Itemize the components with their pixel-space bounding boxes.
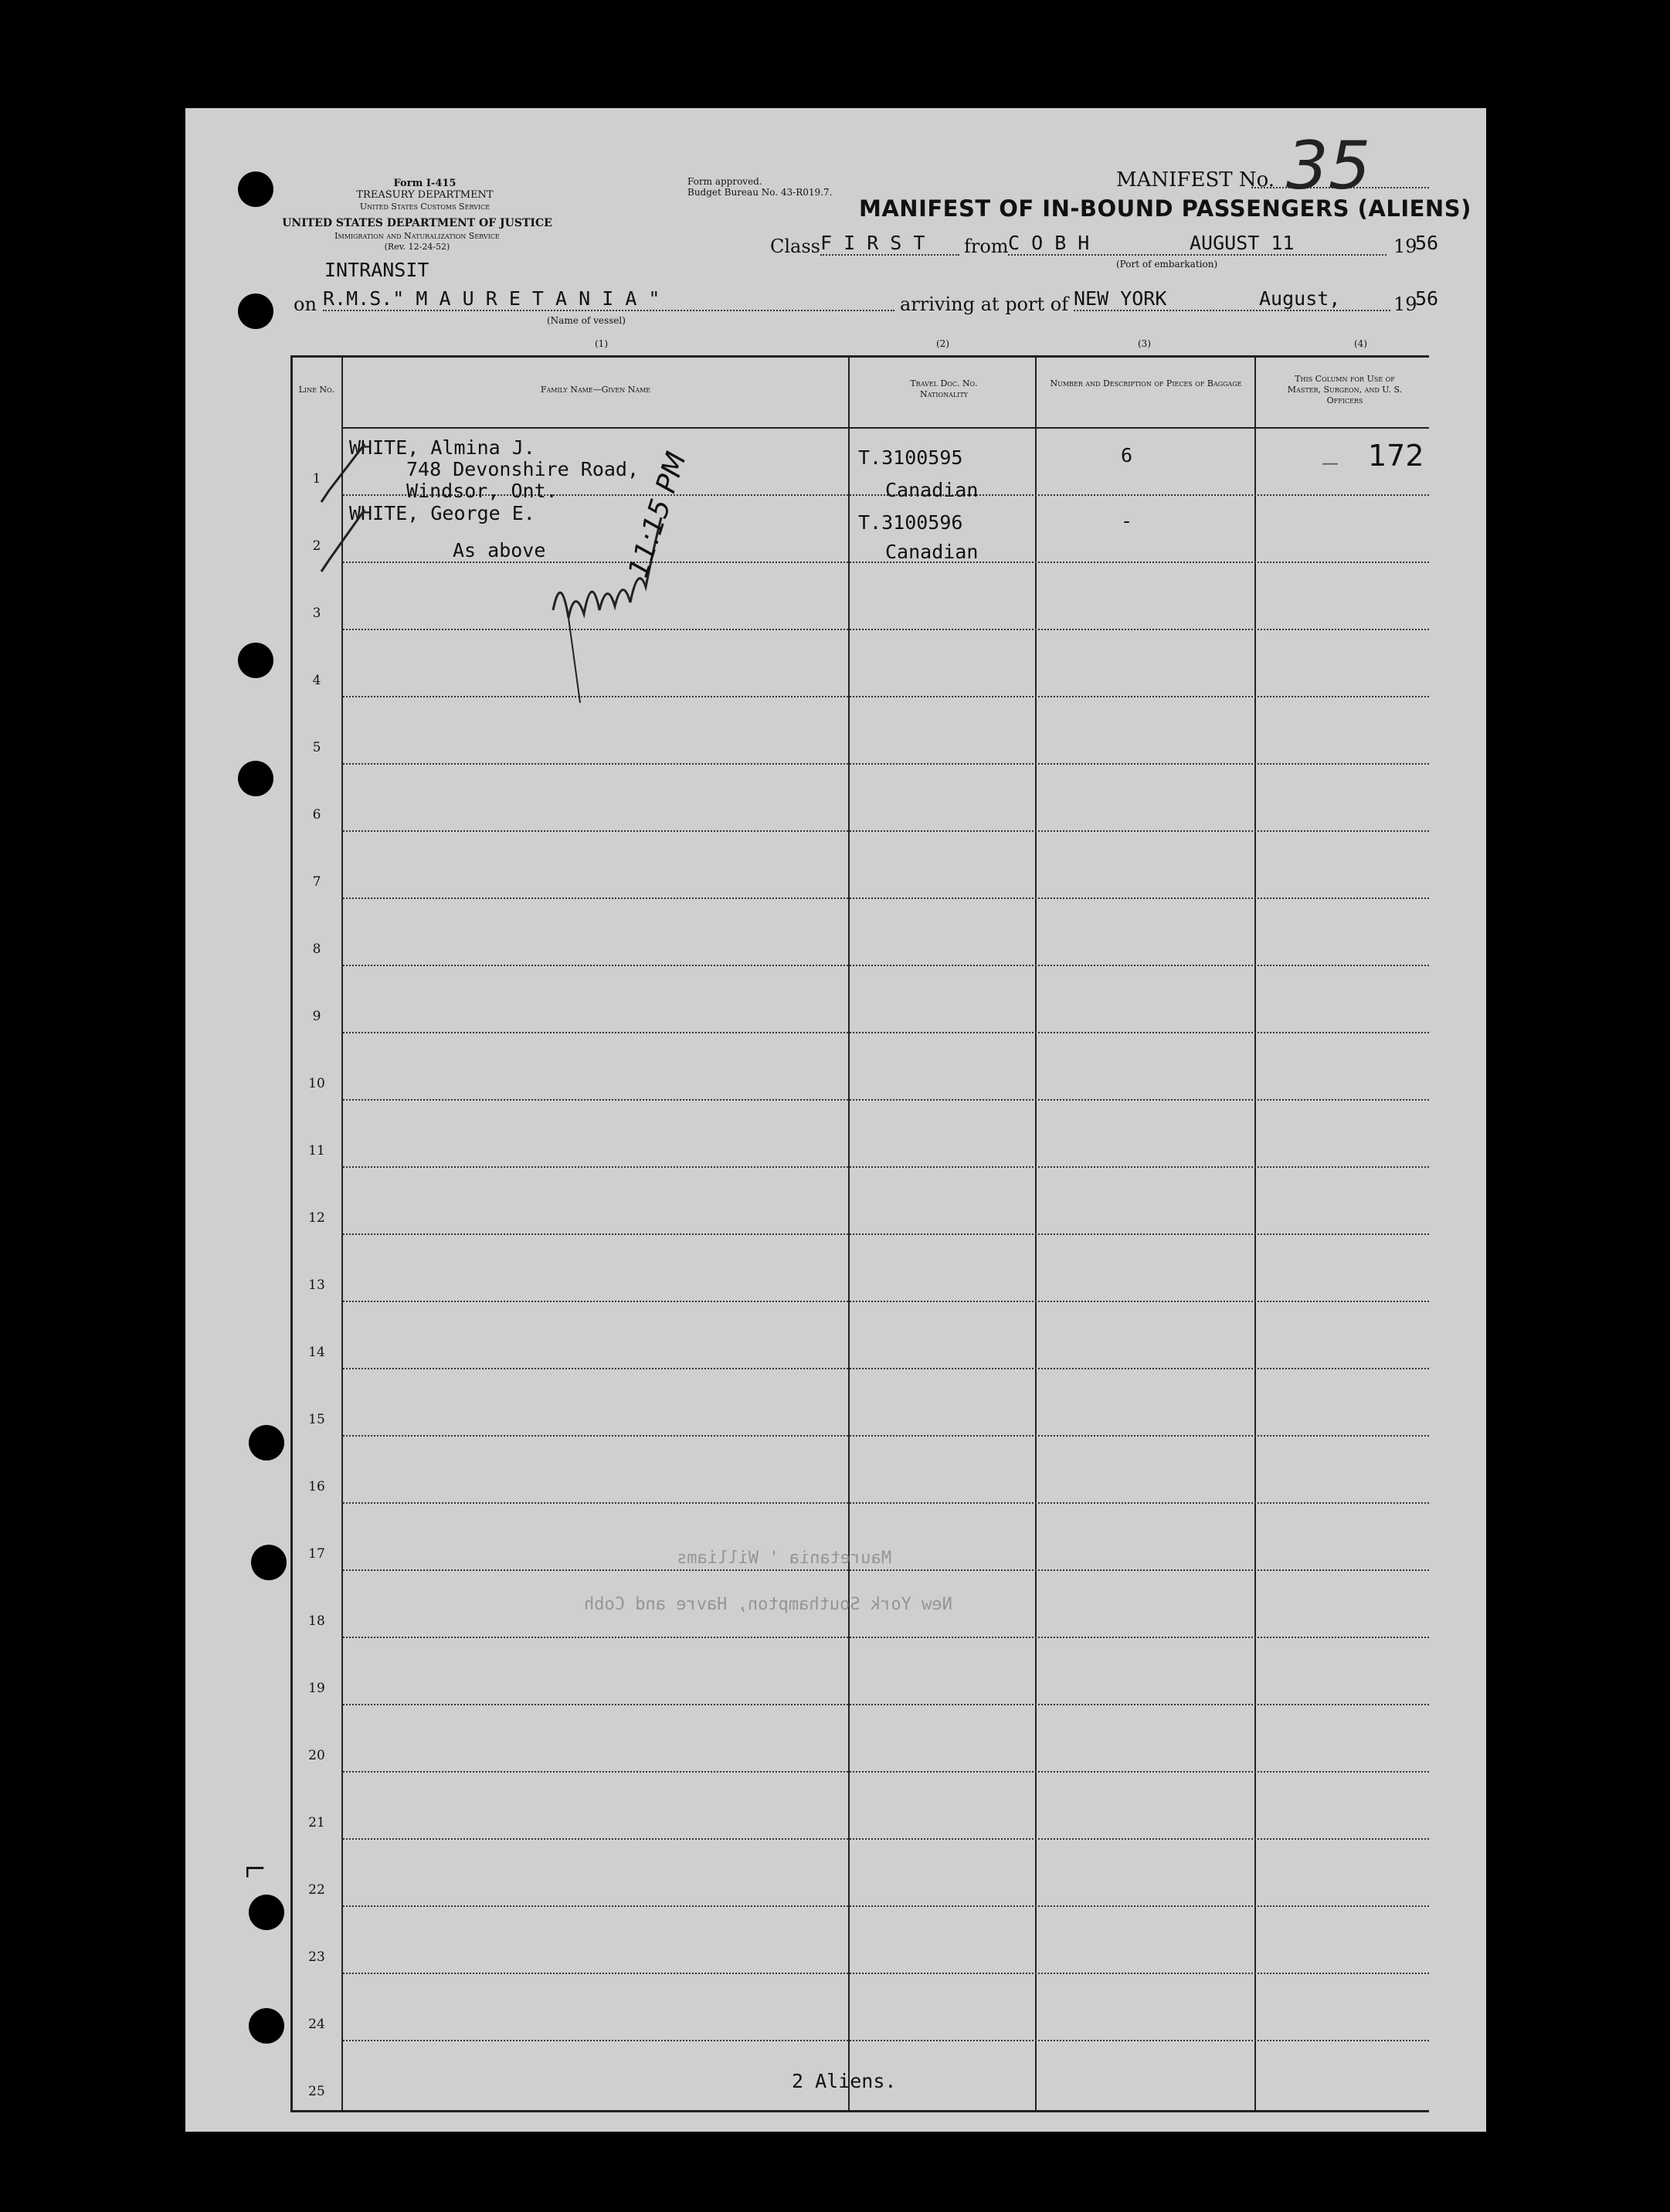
table-top-border	[290, 355, 1429, 358]
row-number: 6	[312, 807, 321, 823]
passenger-1-baggage: 6	[1121, 444, 1133, 466]
row-number: 10	[308, 1076, 325, 1091]
row-number: 15	[308, 1412, 325, 1427]
row-line-21	[343, 1838, 1429, 1840]
passenger-2-baggage: -	[1121, 510, 1133, 532]
row-line-3	[343, 629, 1429, 630]
year-1: 56	[1415, 232, 1439, 254]
binder-hole	[249, 2008, 284, 2044]
binder-hole	[238, 643, 273, 678]
inspector-signature	[538, 502, 723, 703]
signature-time: 11:15 PM	[623, 448, 693, 582]
class-value: F I R S T	[820, 232, 959, 256]
row-line-22	[343, 1905, 1429, 1907]
row-line-23	[343, 1973, 1429, 1974]
arrival-month: August,	[1259, 287, 1341, 310]
ins-service: Immigration and Naturalization Service	[334, 231, 500, 241]
row-number: 21	[308, 1815, 325, 1830]
passenger-2-travel-doc: T.3100596	[858, 511, 963, 534]
row-number: 9	[312, 1009, 321, 1024]
row-line-4	[343, 696, 1429, 697]
manifest-number: 35	[1286, 127, 1371, 205]
binder-hole	[238, 293, 273, 329]
arrival-port: NEW YORK	[1074, 287, 1390, 311]
header-travel-doc: Travel Doc. No. Nationality	[910, 378, 978, 399]
passenger-1-travel-doc: T.3100595	[858, 446, 963, 469]
row-line-12	[343, 1233, 1429, 1235]
class-label: Class	[770, 236, 820, 257]
year-prefix-2: 19	[1393, 293, 1417, 315]
row-number: 11	[308, 1143, 325, 1159]
passenger-table	[290, 355, 1429, 2112]
row-number: 2	[312, 538, 321, 554]
bleed-through-text: New York Southampton, Havre and Cobh	[584, 1595, 952, 1614]
total-aliens: 2 Aliens.	[792, 2070, 897, 2092]
row-line-18	[343, 1637, 1429, 1638]
officer-mark-1: —	[1322, 454, 1339, 473]
binder-hole	[251, 1545, 287, 1580]
row-number: 23	[308, 1949, 325, 1965]
row-number: 25	[308, 2084, 325, 2099]
manifest-page	[185, 108, 1486, 2132]
row-number: 5	[312, 740, 321, 755]
year-2: 56	[1415, 287, 1439, 310]
passenger-1-address-1: 748 Devonshire Road,	[406, 458, 640, 480]
binder-hole	[238, 171, 273, 207]
treasury-dept: TREASURY DEPARTMENT	[356, 189, 494, 201]
row-line-24	[343, 2040, 1429, 2041]
margin-mark: L	[239, 1864, 267, 1878]
customs-service: United States Customs Service	[359, 202, 490, 212]
from-date: AUGUST 11	[1190, 232, 1295, 254]
binder-hole	[249, 1895, 284, 1930]
col-num-2: (2)	[936, 338, 949, 349]
row-number: 3	[312, 606, 321, 621]
row-number: 18	[308, 1613, 325, 1629]
row-line-6	[343, 830, 1429, 832]
row-line-15	[343, 1435, 1429, 1437]
from-label: from	[964, 236, 1009, 257]
row-number: 12	[308, 1210, 325, 1226]
port-embarkation-label: (Port of embarkation)	[1116, 259, 1218, 270]
row-number: 17	[308, 1546, 325, 1562]
row-line-20	[343, 1771, 1429, 1773]
passenger-2-address: As above	[453, 539, 546, 561]
vessel-label: (Name of vessel)	[547, 315, 626, 326]
row-line-8	[343, 965, 1429, 966]
row-number: 22	[308, 1882, 325, 1898]
col-num-4: (4)	[1354, 338, 1367, 349]
row-line-17	[343, 1569, 1429, 1571]
form-approved: Form approved.	[687, 176, 762, 187]
manifest-label: MANIFEST No.	[1116, 168, 1275, 192]
col-num-3: (3)	[1138, 338, 1151, 349]
row-line-10	[343, 1099, 1429, 1101]
arriving-label: arriving at port of	[900, 293, 1069, 315]
passenger-1-nationality: Canadian	[885, 479, 979, 501]
row-line-16	[343, 1502, 1429, 1504]
bleed-through-text: Mauretania ' Williams	[677, 1549, 892, 1568]
binder-hole	[249, 1425, 284, 1461]
on-label: on	[294, 293, 317, 315]
revision: (Rev. 12-24-52)	[384, 242, 450, 252]
row-line-7	[343, 897, 1429, 899]
row-number: 19	[308, 1681, 325, 1696]
intransit-stamp: INTRANSIT	[324, 259, 429, 281]
table-bottom-border	[290, 2110, 1429, 2112]
row-number: 14	[308, 1345, 325, 1360]
manifest-title: MANIFEST OF IN-BOUND PASSENGERS (ALIENS)	[859, 195, 1471, 222]
row-number: 8	[312, 941, 321, 957]
justice-dept: UNITED STATES DEPARTMENT OF JUSTICE	[282, 217, 552, 229]
passenger-2-nationality: Canadian	[885, 541, 979, 563]
row-line-19	[343, 1704, 1429, 1705]
vessel-name: R.M.S." M A U R E T A N I A "	[323, 287, 894, 311]
header-bottom-rule	[341, 427, 1429, 429]
binder-hole	[238, 761, 273, 796]
row-number: 20	[308, 1748, 325, 1763]
form-number: Form I-415	[393, 178, 457, 189]
row-number: 4	[312, 673, 321, 688]
row-line-11	[343, 1166, 1429, 1168]
budget-bureau: Budget Bureau No. 43-R019.7.	[687, 187, 833, 198]
row-line-9	[343, 1032, 1429, 1033]
passenger-1-name: WHITE, Almina J.	[349, 436, 535, 459]
row-number: 1	[312, 471, 321, 487]
passenger-1-officer-number: 172	[1368, 439, 1424, 473]
row-line-13	[343, 1301, 1429, 1302]
col-num-1: (1)	[595, 338, 608, 349]
header-baggage: Number and Description of Pieces of Baggage	[1050, 378, 1242, 388]
row-number: 24	[308, 2017, 325, 2032]
row-line-14	[343, 1368, 1429, 1369]
row-line-5	[343, 763, 1429, 765]
from-port: C O B H	[1008, 232, 1387, 256]
header-line-no: Line No.	[298, 385, 335, 395]
passenger-2-name: WHITE, George E.	[349, 502, 535, 524]
header-name: Family Name—Given Name	[540, 385, 651, 395]
row-number: 13	[308, 1277, 325, 1293]
passenger-1-address-2: Windsor, Ont.	[406, 480, 558, 502]
year-prefix-1: 19	[1393, 236, 1417, 257]
header-officers: This Column for Use of Master, Surgeon, and U. S. Officers	[1287, 374, 1403, 405]
checkmark-icon	[318, 436, 372, 583]
row-number: 7	[312, 874, 321, 890]
row-number: 16	[308, 1479, 325, 1494]
